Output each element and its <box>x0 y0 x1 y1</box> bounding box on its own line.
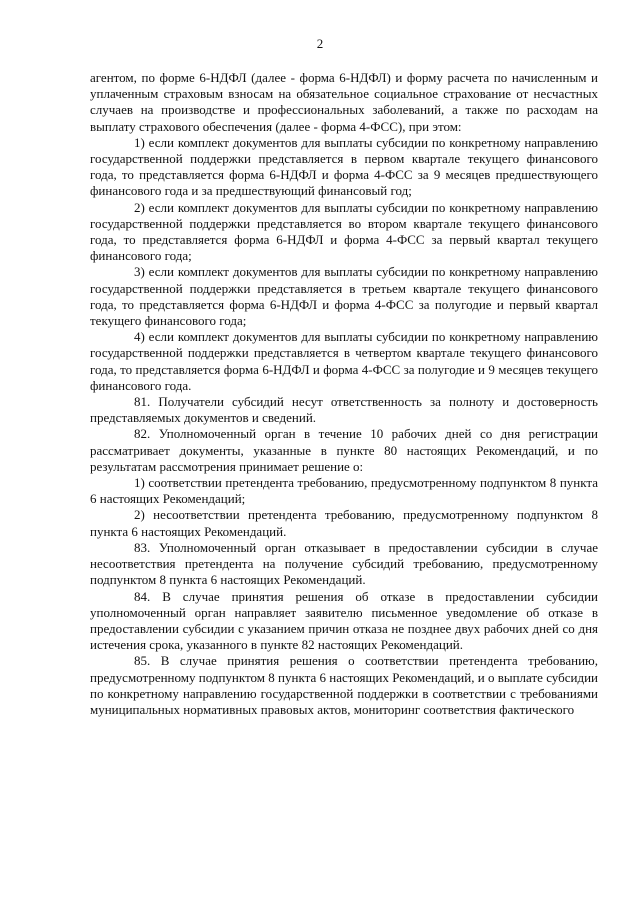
paragraph-item-2: 2) если комплект документов для выплаты субсидии по конкретному направлению государственной поддержки представляется во втором квартале текущего финансового года, то представляется форма 6-НДФЛ и форма 4-ФСС за первый квартал текущего финансового года; <box>90 199 598 264</box>
document-body <box>90 70 598 718</box>
paragraph-82: 82. Уполномоченный орган в течение 10 рабочих дней со дня регистрации рассматривает документы, указанные в пункте 80 настоящих Рекомендаций, и по результатам рассмотрения принимает решение о: <box>90 426 598 474</box>
paragraph-85: 85. В случае принятия решения о соответствии претендента требованию, предусмотренному подпунктом 8 пункта 6 настоящих Рекомендаций, и о выплате субсидии по конкретному направлению государственной поддержки в соответствии с требованиями муниципальных нормативных правовых актов, мониторинг соответствия фактического <box>90 653 598 717</box>
paragraph-82-item-2: 2) несоответствии претендента требованию, предусмотренному подпунктом 8 пункта 6 настоящих Рекомендаций. <box>90 507 598 539</box>
paragraph-84: 84. В случае принятия решения об отказе в предоставлении субсидии уполномоченный орган направляет заявителю письменное уведомление об отказе в предоставлении субсидии с указанием причин отказа не позднее двух рабочих дней со дня истечения срока, указанного в пункте 82 настоящих Рекомендаций. <box>90 588 598 653</box>
paragraph-item-3: 3) если комплект документов для выплаты субсидии по конкретному направлению государственной поддержки представляется в третьем квартале текущего финансового года, то представляется форма 6-НДФЛ и форма 4-ФСС за полугодие и первый квартал текущего финансового года; <box>90 264 598 329</box>
paragraph-continuation: агентом, по форме 6-НДФЛ (далее - форма 6-НДФЛ) и форму расчета по начисленным и уплаченным страховым взносам на обязательное социальное страхование от несчастных случаев на производстве и профессиональных заболеваний, а также по расходам на выплату страхового обеспечения (далее - форма 4-ФСС), при этом: <box>90 70 598 134</box>
paragraph-item-4: 4) если комплект документов для выплаты субсидии по конкретному направлению государственной поддержки представляется в четвертом квартале текущего финансового года, то представляется форма 6-НДФЛ и форма 4-ФСС за полугодие и 9 месяцев текущего финансового года. <box>90 329 598 393</box>
paragraph-item-1: 1) если комплект документов для выплаты субсидии по конкретному направлению государственной поддержки представляется в первом квартале текущего финансового года, то представляется форма 6-НДФЛ и форма 4-ФСС за 9 месяцев предшествующего финансового года и за предшествующий финансовый год; <box>90 134 598 199</box>
paragraph-83: 83. Уполномоченный орган отказывает в предоставлении субсидии в случае несоответствия претендента на получение субсидий требованию, предусмотренному подпунктом 8 пункта 6 настоящих Рекомендаций. <box>90 539 598 588</box>
page-number: 2 <box>316 36 324 51</box>
paragraph-81: 81. Получатели субсидий несут ответственность за полноту и достоверность представляемых документов и сведений. <box>90 394 598 426</box>
paragraph-82-item-1: 1) соответствии претендента требованию, предусмотренному подпунктом 8 пункта 6 настоящих Рекомендаций; <box>90 475 598 507</box>
